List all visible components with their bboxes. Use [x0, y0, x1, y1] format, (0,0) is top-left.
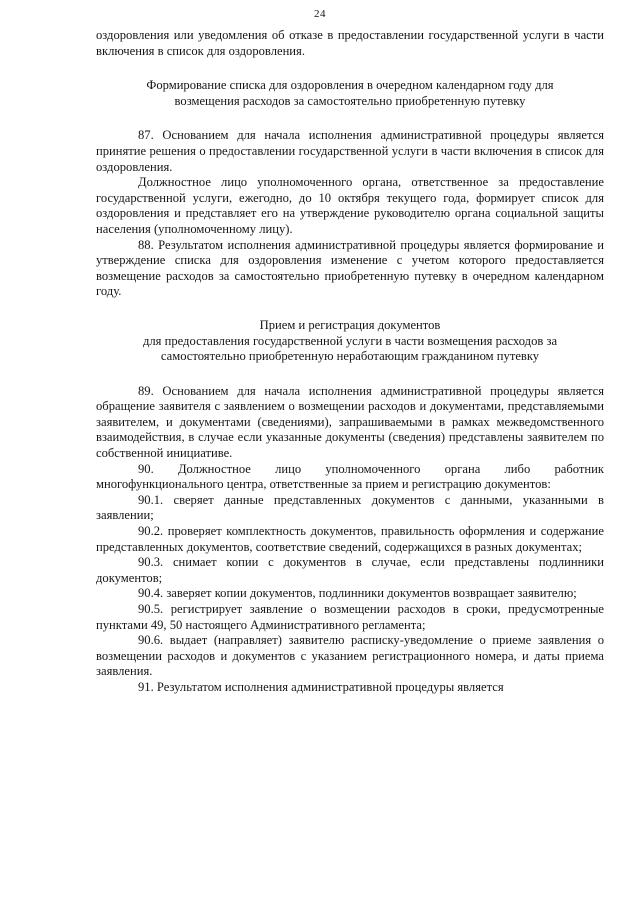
heading-line: возмещения расходов за самостоятельно приобретенную путевку	[174, 93, 526, 108]
page-number: 24	[314, 8, 326, 20]
paragraph-88: 88. Результатом исполнения административной процедуры является формирование и утверждение списка для оздоровления изменение с учетом которого предоставляется возмещение расходов за самостоятельно приобретенную путевку в очередном календарном году.	[96, 237, 604, 299]
paragraph-official: Должностное лицо уполномоченного органа, ответственное за предоставление государственной услуги, ежегодно, до 10 октября текущего года, формирует список для оздоровления и представляет его на утверждение руководителю органа социальной защиты населения (уполномоченному лицу).	[96, 175, 604, 236]
paragraph-91: 91. Результатом исполнения административной процедуры является	[138, 679, 504, 694]
section-heading-documents-intake	[96, 318, 604, 365]
heading-line: для предоставления государственной услуги в части возмещения расходов за	[142, 333, 558, 348]
heading-line: самостоятельно приобретенную неработающим гражданином путевку	[160, 349, 540, 364]
heading-line: Формирование списка для оздоровления в очередном календарном году для	[146, 78, 554, 93]
paragraph-90-2: 90.2. проверяет комплектность документов, правильность оформления и содержание представленных документов, соответствие сведений, содержащихся в разных документах;	[96, 524, 604, 554]
paragraph-89: 89. Основанием для начала исполнения административной процедуры является обращение заявителя с заявлением о возмещении расходов и документами, представляемыми заявителем, и документами (сведениями), запрашиваемыми в рамках межведомственного взаимодействия, в случае если указанные документы (сведения) представлены заявителем по собственной инициативе.	[96, 383, 604, 461]
paragraph-90-6: 90.6. выдает (направляет) заявителю расписку-уведомление о приеме заявления о возмещении расходов и документов с указанием регистрационного номера, и даты приема заявления.	[96, 633, 604, 679]
section-heading-health-list	[96, 78, 604, 109]
paragraph-90-4: 90.4. заверяет копии документов, подлинники документов возвращает заявителю;	[138, 586, 577, 601]
paragraph-87: 87. Основанием для начала исполнения административной процедуры является принятие решения о предоставлении государственной услуги в части включения в список для оздоровления.	[96, 128, 604, 174]
heading-line: Прием и регистрация документов	[259, 317, 441, 332]
paragraph-90-5: 90.5. регистрирует заявление о возмещении расходов в сроки, предусмотренные пунктами 49, 50 настоящего Административного регламента;	[96, 602, 604, 632]
paragraph-90-1: 90.1. сверяет данные представленных документов с данными, указанными в заявлении;	[96, 492, 604, 523]
paragraph-90-3: 90.3. снимает копии с документов в случае, если представлены подлинники документов;	[96, 555, 604, 585]
paragraph-90: 90. Должностное лицо уполномоченного органа либо работник многофункционального центра, ответственные за прием и регистрацию документов:	[96, 461, 604, 492]
intro-paragraph: оздоровления или уведомления об отказе в предоставлении государственной услуги в части включения в список для оздоровления.	[96, 28, 604, 58]
document-body	[96, 28, 604, 696]
